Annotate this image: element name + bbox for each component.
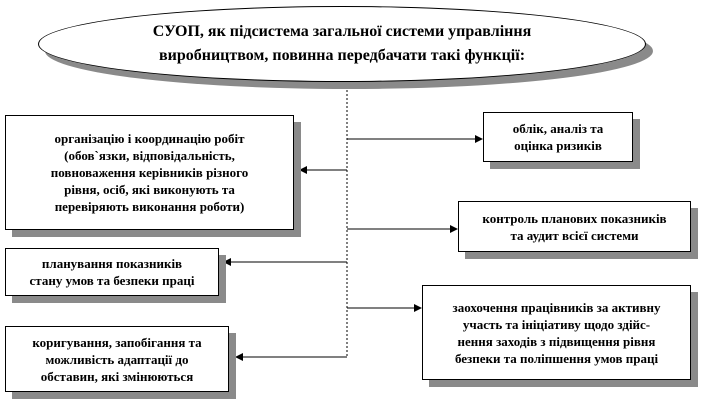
control-box: [458, 201, 691, 252]
correction-line-2: можливість адаптації до: [45, 351, 189, 367]
risk-box: [483, 112, 633, 162]
coordination-line-2: (обов`язки, відповідальність,: [64, 148, 235, 163]
coordination-box: [5, 115, 294, 230]
risk-line-1: облік, аналіз та: [512, 121, 604, 136]
motivation-line-2: участь та ініціативу щодо здійс-: [462, 316, 651, 332]
planning-box: [5, 248, 219, 296]
correction-box: [5, 326, 229, 392]
title-ellipse: [38, 6, 646, 82]
motivation-box: [422, 285, 691, 380]
motivation-line-1: заохочення працівників за активну: [452, 299, 661, 315]
title-line-2: виробництвом, повинна передбачати такі функції:: [158, 47, 526, 64]
planning-line-1: планування показників: [41, 256, 183, 271]
risk-line-2: оцінка ризиків: [514, 138, 602, 153]
coordination-line-5: перевіряють виконання роботи): [54, 199, 245, 214]
planning-line-2: стану умов та безпеки праці: [29, 273, 195, 288]
control-line-2: та аудит всієї системи: [510, 227, 639, 243]
motivation-line-3: нення заходів з підвищення рівня: [457, 333, 656, 349]
correction-line-1: коригування, запобігання та: [32, 334, 202, 350]
title-line-1: СУОП, як підсистема загальної системи управління: [152, 23, 532, 40]
control-line-1: контроль планових показників: [482, 210, 667, 226]
coordination-line-4: рівня, осіб, які виконують та: [64, 182, 235, 197]
correction-line-3: обставин, які змінюються: [40, 368, 194, 384]
motivation-line-4: безпеки та поліпшення умов праці: [454, 350, 659, 366]
coordination-line-1: організацію і координацію робіт: [54, 131, 245, 146]
coordination-line-3: повноваження керівників різного: [50, 165, 249, 180]
